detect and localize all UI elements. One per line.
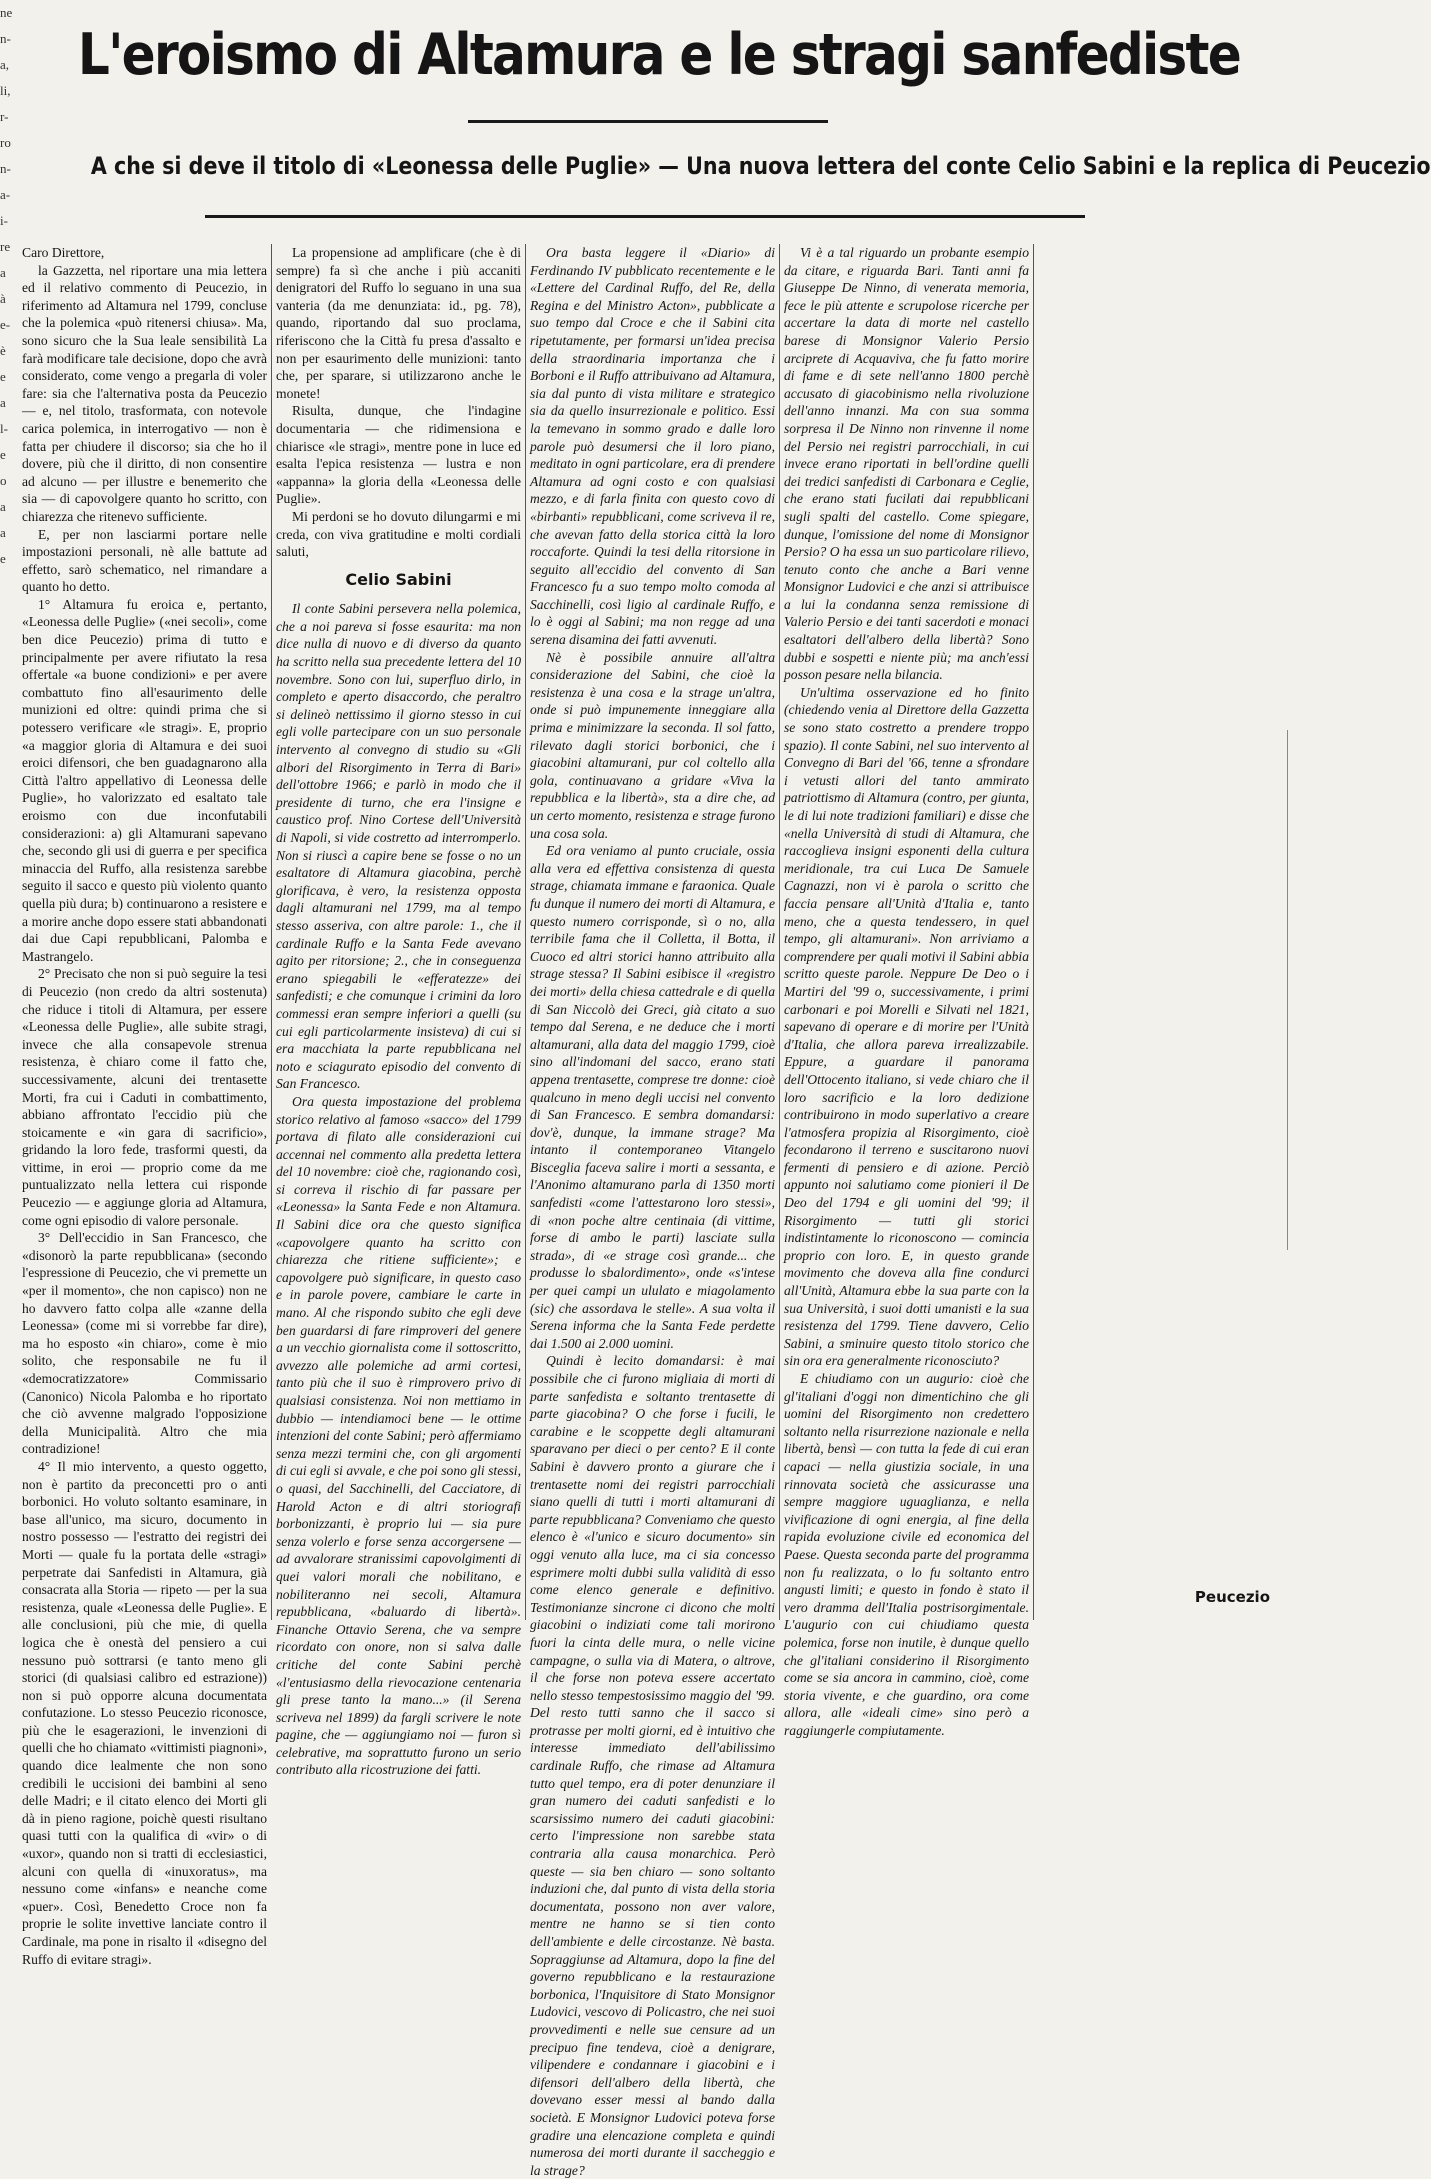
right-edge-mark bbox=[1287, 730, 1298, 1250]
reply-signature: Peucezio bbox=[1194, 1588, 1270, 1606]
column-divider bbox=[271, 244, 272, 1620]
edge-fragment: i- bbox=[0, 213, 8, 228]
column-5 bbox=[1038, 244, 1270, 1620]
letter-signature: Celio Sabini bbox=[345, 569, 452, 589]
reply-paragraph: Un'ultima osservazione ed ho finito (chiedendo venia al Direttore della Gazzetta se sono stato costretto a prendere troppo spazio). Il conte Sabini, nel suo intervento al Convegno di Bari del '66, tenne a sfrondare i vetusti allori del tanto ammirato patriottismo di Altamura (contro, per giunta, le di lui note tradizioni familiari) e disse che «nella Università di studi di Altamura, che raccoglieva insigni esponenti della cultura meridionale, tra cui Luca De Samuele Cagnazzi, non vi è parola o scritto che faccia pensare all'Unità d'Italia e, tanto meno, che a questa tendessero, in quel tempo, gli altamurani». Non arriviamo a comprendere per quali motivi il Sabini abbia scritto queste parole. Neppure De Deo o i Martiri del '99 o, successivamente, i primi carbonari e poi Morelli e Silvati nel 1821, sapevano di operare e di morire per l'Unità d'Italia, che allora pareva irrealizzabile. Eppure, a guardare il panorama dell'Ottocento italiano, si vede chiaro che il loro sacrificio e la loro dedizione contribuirono in modo superlativo a creare l'atmosfera propizia al Risorgimento, cioè fecondarono il terreno e suscitarono nuovi fermenti di pensiero e di azione. Perciò appunto noi salutiamo come pionieri il De Deo del 1794 e gli uomini del '99; il Risorgimento — tutti gli storici indistintamente lo riconoscono — comincia proprio con loro. E, in questo grande movimento che doveva alla fine condurci all'Unità, Altamura ebbe la sua parte con la sua Università, i suoi dotti umanisti e la sua resistenza del 1799. Tiene davvero, Celio Sabini, a sminuire questo titolo storico che sin ora era generalmente riconosciuto? bbox=[784, 684, 1029, 1369]
article-body bbox=[22, 244, 1290, 2178]
reply-paragraph: Ora basta leggere il «Diario» di Ferdinando IV pubblicato recentemente e le «Lettere del Cardinal Ruffo, del Re, della Regina e del Ministro Acton», pubblicate a suo tempo dal Croce e che il Sabini cita ripetutamente, per formarsi un'idea precisa della straordinaria importanza che i Borboni e il Ruffo attribuivano ad Altamura, sia dal punto di vista militare e strategico sia da quello insurrezionale e politico. Essi la temevano in sommo grado e dalle loro parole può desumersi che il loro piano, meditato in ogni particolare, era di prendere Altamura ad ogni costo e con qualsiasi mezzo, e di farla finita con questo covo di «birbanti» repubblicani, come scriveva il re, che avevan fatto della storica città la loro roccaforte. Quindi la tesi della ritorsione in seguito all'eccidio del convento di San Francesco fu a suo tempo molto comoda al Sacchinelli, così ligio al cardinale Ruffo, e lo è oggi al Sabini; ma non regge ad una serena disamina dei fatti avvenuti. bbox=[530, 245, 775, 648]
edge-fragment: ro bbox=[0, 135, 11, 150]
subheadline: A che si deve il titolo di «Leonessa delle Puglie» — Una nuova lettera del conte Celio Sabini e la replica di Peucezio bbox=[90, 152, 1431, 180]
edge-fragments bbox=[0, 0, 16, 1628]
headline: L'eroismo di Altamura e le stragi sanfediste bbox=[77, 22, 1241, 88]
letter-paragraph: 4° Il mio intervento, a questo oggetto, non è partito da preconcetti pro o anti borbonici. Ho voluto soltanto esaminare, in base all'unico, ma sicuro, documento in nostro possesso — l'estratto dei registri dei Morti — quale fu la portata delle «stragi» perpetrate dai Sanfedisti in Altamura, già consacrata alla Storia — ripeto — per la sua resistenza, quale «Leonessa delle Puglie». E alle conclusioni, più che mie, di quella logica che è onestà del pensiero a cui nessuno può sottrarsi (e tanto meno gli storici (di qualsiasi calibro ed estrazione)) non si può opporre alcuna documentata confutazione. Lo stesso Peucezio riconosce, più che le esagerazioni, le invenzioni di quelli che ho chiamato «vittimisti piagnoni», quando dice lealmente che non sono credibili le uccisioni dei bambini al seno delle Madri; e il citato elenco dei Morti gli dà in pieno ragione, poichè questi risultano quasi tutti con la qualifica di «vir» o di «uxor», quando non si tratti di ecclesiastici, alcuni con quella di «inuxoratus», ma nessuno come «infans» e neanche come «puer». Così, Benedetto Croce non fa proprie le solite invettive lanciate contro il Cardinale, ma pone in risalto il «disegno del Ruffo di evitare stragi». bbox=[22, 1458, 267, 1967]
column-4 bbox=[784, 244, 1029, 1738]
edge-fragment: li, bbox=[0, 83, 11, 98]
edge-fragment: è bbox=[0, 343, 6, 358]
reply-paragraph: Ed ora veniamo al punto cruciale, ossia alla vera ed effettiva consistenza di questa strage, chiamata immane e faraonica. Quale fu dunque il numero dei morti di Altamura, e questo numero corrisponde, sì o no, alla terribile fama che il Colletta, il Botta, il Cuoco ed altri storici hanno attribuito alla strage stessa? Il Sabini esibisce il «registro dei morti» della chiesa cattedrale e di quella di San Niccolò dei Greci, già citato a suo tempo dal Serena, e ne deduce che i morti altamurani, alla data del maggio 1799, cioè sino all'indomani del sacco, erano stati appena trentasette, comprese tre donne: cioè qualcuno in meno degli uccisi nel convento di San Francesco. E sembra domandarsi: dov'è, dunque, la immane strage? Ma intanto il contemporaneo Vitangelo Bisceglia faceva salire i morti a sessanta, e l'Anonimo altamurano parla di 1350 morti sanfedisti «come l'attestarono loro stessi», di «non poche altre centinaia (di vittime, forse di ambo le parti) lasciate sulla strada», di «e strage così grande... che produsse lo sbalordimento», onde «s'intese per quei campi un ululato e miagolamento (sic) che assordava le stelle». A sua volta il Serena informa che la Santa Fede perdette dai 1.500 ai 2.000 uomini. bbox=[530, 843, 775, 1351]
edge-fragment: e bbox=[0, 551, 6, 566]
edge-fragment: a- bbox=[0, 187, 11, 202]
column-1 bbox=[22, 244, 267, 1967]
letter-salutation: Caro Direttore, bbox=[22, 245, 105, 260]
edge-fragment: e bbox=[0, 447, 6, 462]
reply-paragraph: Quindi è lecito domandarsi: è mai possibile che ci furono migliaia di morti di parte sanfedista e soltanto trentasette di parte giacobina? O che forse i fucili, le carabine e le scoppette degli altamurani sparavano per dieci o per cento? E il conte Sabini è davvero pronto a giurare che i trentasette nomi dei registri parrocchiali siano quelli di tutti i morti altamurani di parte repubblicana? Conveniamo che questo elenco è «l'unico e sicuro documento» sin oggi venuto alla luce, ma ci sia concesso esprimere molti dubbi sulla validità di esso come elenco generale e definitivo. Testimonianze sincrone ci dicono che molti giacobini o indiziati come tali morirono fuori la cinta delle mura, o nelle vicine campagne, o sulla via di Matera, o altrove, il che forse non poteva essere accertato nello stesso tempestosissimo maggio del '99. Del resto tutti sanno che il sacco si protrasse per molti giorni, ed è intuitivo che interesse immediato dell'abilissimo cardinale Ruffo, che rimase ad Altamura tutto quel tempo, era di poter denunziare il gran numero dei caduti sanfedisti e lo scarsissimo numero dei caduti giacobini: certo l'impressione non sarebbe stata contraria alla causa monarchica. Però queste — sia ben chiaro — sono soltanto induzioni che, dal punto di vista della storia documentata, possono non aver valore, mentre ne hanno se si tien conto dell'ambiente e delle circostanze. Nè basta. Sopraggiunse ad Altamura, dopo la fine del governo repubblicano e la restaurazione borbonica, l'Inquisitore di Stato Monsignor Ludovici, vescovo di Policastro, che nei suoi provvedimenti e nelle sue censure ad un precipuo fine tendeva, cioè a denigrare, vilipendere e condannare i giacobini e i difensori dell'albero della libertà, che dovevano esser messi al bando dalla società. E Monsignor Ludovici poteva forse gradire una elencazione completa e quindi numerosa dei morti durante il saccheggio e la strage? bbox=[530, 1353, 775, 2178]
edge-fragment: à bbox=[0, 291, 6, 306]
reply-paragraph: Il conte Sabini persevera nella polemica, che a noi pareva si fosse esaurita: ma non dice nulla di nuovo e di diverso da quanto ha scritto nella sua precedente lettera del 10 novembre. Sono con lui, superfluo dirlo, in completo e aperto disaccordo, che peraltro si delineò nettissimo il giorno stesso in cui egli volle partecipare con un suo personale intervento al convegno di studio su «Gli albori del Risorgimento in Terra di Bari» dell'ottobre 1966; e parlò in modo che il presidente di turno, che era l'insigne e caustico prof. Nino Cortese dell'Università di Napoli, si vide costretto ad interromperlo. Non si riuscì a capire bene se fosse o no un esaltatore di Altamura giacobina, perchè glorificava, è vero, la resistenza opposta dagli altamurani nel 1799, ma al tempo stesso asseriva, con altre parole: 1., che il cardinale Ruffo e la Santa Fede avevano agito per ritorsione; 2., che in conseguenza erano spiegabili le «efferatezze» dei sanfedisti; e che comunque i crimini da loro commessi eran sempre inferiori a quelli (su cui egli particolarmente insisteva) di cui si era macchiata la parte repubblicana nel noto e sciagurato episodio del convento di San Francesco. bbox=[276, 601, 521, 1092]
column-divider bbox=[779, 244, 780, 1620]
letter-paragraph: 3° Dell'eccidio in San Francesco, che «disonorò la parte repubblicana» (secondo l'espressione di Peucezio, che vi premette un «per il momento», che non capisco) non ne ho davvero fatto colpa alle «zanne della Leonessa» (come mi si vorrebbe far dire), ma ho esposto «in chiaro», come è mio solito, che responsabile ne fu il «democratizzatore» Commissario (Canonico) Nicola Palomba e ho riportato che ciò avvenne malgrado l'opposizione della Municipalità. Altro che mia contradizione! bbox=[22, 1230, 267, 1457]
letter-paragraph: 1° Altamura fu eroica e, pertanto, «Leonessa delle Puglie» («nei secoli», come ben dice Peucezio) prima di tutto e principalmente per avere rifiutato la resa offertale «a buone condizioni» e per avere combattuto fino all'esaurimento delle munizioni ed oltre: quindi prima che si potessero verificare «le stragi». E, proprio «a maggior gloria di Altamura e dei suoi eroici difensori, che ben guadagnarono alla Città l'altro appellativo di Leonessa delle Puglie», ho valorizzato ed esaltato tale eroismo con due inconfutabili considerazioni: a) gli Altamurani sapevano che, secondo gli usi di guerra e per specifica minaccia del Ruffo, alla resistenza sarebbe seguito il sacco e questo più violento quanto quella più dura; b) continuarono a resistere e a morire anche dopo essere stati abbandonati dai due Capi repubblicani, Palomba e Mastrangelo. bbox=[22, 596, 267, 964]
letter-paragraph: la Gazzetta, nel riportare una mia lettera ed il relativo commento di Peucezio, in riferimento ad Altamura nel 1799, concluse che la polemica «può ritenersi chiusa». Ma, sono sicuro che la Sua leale sensibilità La farà modificare tale decisione, dopo che avrà considerato, come vengo a pregarla di voler fare: sia che l'alternativa posta da Peucezio — e, nel titolo, trasformata, con notevole carica polemica, in interrogativo — non è fatta per chiudere il discorso; sia che ho il dovere, più che il diritto, di non consentire ad alcuno — per illustre e benemerito che sia — di capovolgere quanto ho scritto, con chiarezza che ritenevo sufficiente. bbox=[22, 262, 267, 524]
reply-paragraph: Ora questa impostazione del problema storico relativo al famoso «sacco» del 1799 portava di filato alle considerazioni cui accennai nel commento alla predetta lettera del 10 novembre: cioè che, ragionando così, si correva il rischio di far passare per «Leonessa» la Santa Fede e non Altamura. Il Sabini dice ora che questo significa «capovolgere quanto ha scritto con chiarezza che ritiene sufficiente»; e capovolgere può significare, in questo caso e in parole povere, cambiare le carte in mano. Al che rispondo subito che egli deve ben guardarsi di fare rimproveri del genere a un vecchio giornalista come il sottoscritto, avvezzo alle polemiche ad armi cortesi, tanto più che il suo è rimprovero privo di qualsiasi consistenza. Noi non mettiamo in dubbio — intendiamoci bene — le ottime intenzioni del conte Sabini; però affermiamo senza mezzi termini che, con gli argomenti di cui egli si avvale, e che poi sono gli stessi, o quasi, del Sacchinelli, del Cacciatore, di Harold Acton e di altri storiografi borbonizzanti, è proprio lui — sia pure senza volerlo e forse senza accorgersene — ad avvalorare stranissimi capovolgimenti di quei valori morali che nobilitano, e nobiliteranno nei secoli, Altamura repubblicana, «baluardo di libertà». Finanche Ottavio Serena, che va sempre ricordato con onore, non si salva dalle critiche del conte Sabini perchè «l'entusiasmo della rievocazione centenaria gli prese tanto la mano...» (il Serena scriveva nel 1899) da fargli scrivere le note pagine, che — aggiungiamo noi — furon sì celebrative, ma soprattutto furono un serio contributo alla ricostruzione dei fatti. bbox=[276, 1093, 521, 1778]
column-2 bbox=[276, 244, 521, 1778]
edge-fragment: re bbox=[0, 239, 11, 254]
edge-fragment: a bbox=[0, 525, 6, 540]
letter-paragraph: Risulta, dunque, che l'indagine documentaria — che ridimensiona e chiarisce «le stragi», mentre pone in luce ed esalta l'epica resistenza — lustra e non «appanna» la gloria della «Leonessa delle Puglie». bbox=[276, 403, 521, 507]
column-3 bbox=[530, 244, 775, 2178]
reply-paragraph: Vi è a tal riguardo un probante esempio da citare, e riguarda Bari. Tanti anni fa Giuseppe De Ninno, di venerata memoria, fece le più attente e scrupolose ricerche per accertare la data di morte nel castello barese di Monsignor Valerio Persio arciprete di Acquaviva, che fu fatto morire di fame e di sete nell'anno 1800 perchè accusato di giacobinismo nella rivoluzione dell'anno innanzi. Ma con sua somma sorpresa il De Ninno non rinvenne il nome del Persio nei registri parrocchiali, in cui invece erano riportati in bell'ordine quelli dei tredici sanfedisti di Carbonara e Ceglie, che erano stati fucilati dai repubblicani sugli spalti del castello. Come spiegare, dunque, l'omissione del nome di Monsignor Persio? O ha essa un suo particolare rilievo, tenuto conto che anche a Bari venne Monsignor Ludovici e che anzi si attribuisce a lui la condanna senza remissione di Valerio Persio e dei tanti sacerdoti e monaci esaltatori dell'albero della libertà? Sono dubbi e sospetti e niente più; ma anch'essi posson pesare nella bilancia. bbox=[784, 245, 1029, 683]
edge-fragment: o bbox=[0, 473, 7, 488]
letter-paragraph: Mi perdoni se ho dovuto dilungarmi e mi creda, con viva gratitudine e molti cordiali saluti, bbox=[276, 508, 521, 560]
edge-fragment: a bbox=[0, 499, 6, 514]
headline-rule bbox=[468, 120, 828, 123]
edge-fragment: a, bbox=[0, 57, 10, 72]
letter-paragraph: E, per non lasciarmi portare nelle impostazioni personali, nè alle battute ad effetto, sarò schematico, nel rimandare a quanto ho detto. bbox=[22, 526, 267, 595]
reply-paragraph: E chiudiamo con un augurio: cioè che gl'italiani d'oggi non dimentichino che gli uomini del Risorgimento non credettero soltanto nella risurrezione nazionale e nella libertà, bensì — con tutta la fede di cui eran capaci — nella giustizia sociale, in una rinnovata società che assicurasse una sempre maggiore uguaglianza, e nella vivificazione di ogni energia, al fine della rapida evoluzione civile ed economica del Paese. Questa seconda parte del programma non fu realizzata, o lo fu soltanto entro angusti limiti; e questo in fondo è stato il vero dramma dell'Italia postrisorgimentale. L'augurio con cui chiudiamo questa polemica, forse non inutile, è dunque quello che gl'italiani considerino il Risorgimento come se sia ancora in cammino, cioè, come storia vivente, e che guardino, ora come allora, alle «ideali cime» sino però a raggiungerle compiutamente. bbox=[784, 1371, 1029, 1738]
column-divider bbox=[1033, 244, 1034, 1620]
edge-fragment: e bbox=[0, 369, 6, 384]
letter-paragraph: 2° Precisato che non si può seguire la tesi di Peucezio (non credo da altri sostenuta) che riduce i titoli di Altamura, per essere «Leonessa delle Puglie», alle subite stragi, invece che alla consapevole strenua resistenza, è chiaro come il fatto che, successivamente, alcuni dei trentasette Morti, fra cui i Caduti in combattimento, abbiano affrontato l'eccidio più che stoicamente e «in gara di sacrificio», gridando la loro fede, trasformi questi, da vittime, in eroi — proprio come da me puntualizzato nella lettera cui risponde Peucezio — e aggiunge gloria ad Altamura, come ogni episodio di valore personale. bbox=[22, 966, 267, 1228]
edge-fragment: r- bbox=[0, 109, 9, 124]
edge-fragment: l- bbox=[0, 421, 8, 436]
edge-fragment: n- bbox=[0, 31, 11, 46]
edge-fragment: a bbox=[0, 265, 6, 280]
letter-paragraph: La propensione ad amplificare (che è di sempre) fa sì che anche i più accaniti denigratori del Ruffo lo seguano in una sua vanteria (da me denunziata: id., pg. 78), quando, riportando dal suo proclama, riferiscono che la Città fu presa d'assalto e non per esaurimento delle munizioni: tanto che, per sparare, si utilizzarono anche le monete! bbox=[276, 245, 521, 401]
edge-fragment: n- bbox=[0, 161, 11, 176]
edge-fragment: ne bbox=[0, 5, 13, 20]
edge-fragment: a bbox=[0, 395, 6, 410]
column-divider bbox=[525, 244, 526, 1620]
edge-fragment: e- bbox=[0, 317, 11, 332]
reply-paragraph: Nè è possibile annuire all'altra considerazione del Sabini, che cioè la resistenza è una cosa e la strage un'altra, onde si può impunemente inneggiare alla prima e minimizzare la seconda. Il sol fatto, rilevato dagli storici borbonici, che i giacobini altamurani, pur col coltello alla gola, continuavano a gridare «Viva la repubblica e la libertà», sta a dire che, ad un certo momento, resistenza e strage furono una cosa sola. bbox=[530, 649, 775, 841]
subheadline-rule bbox=[205, 215, 1085, 218]
